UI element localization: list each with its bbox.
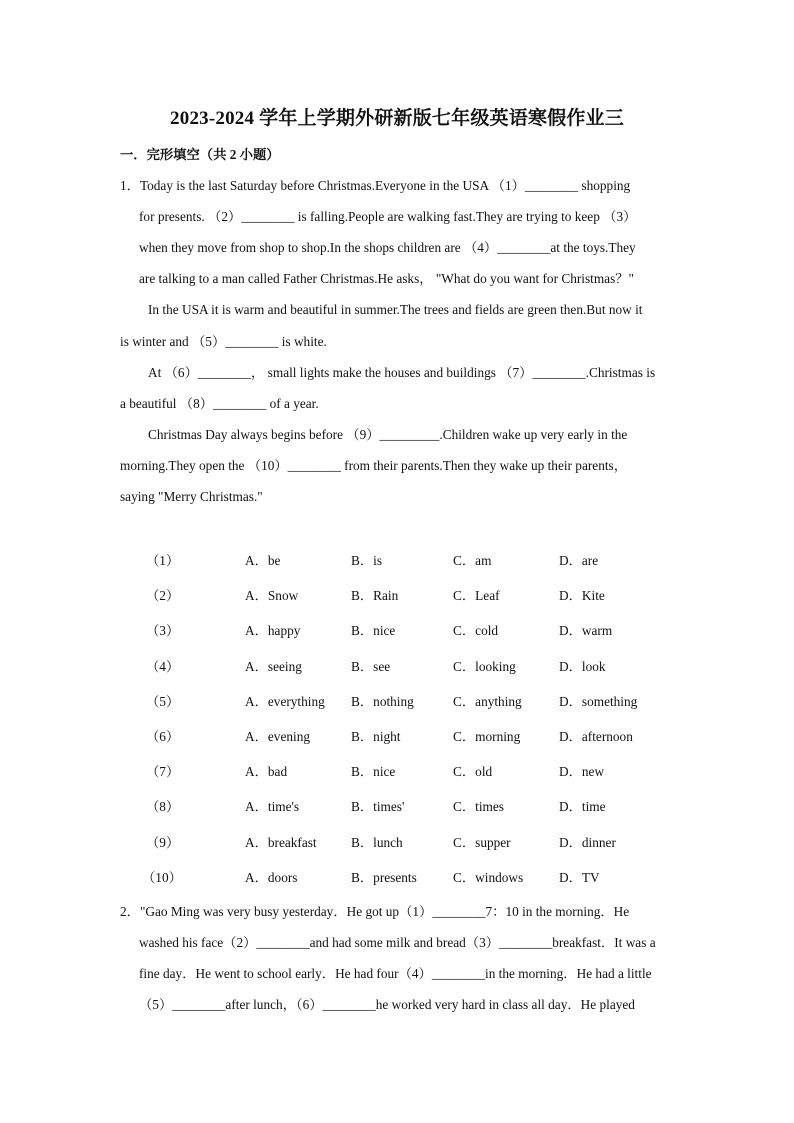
option-number: （2）: [146, 588, 180, 603]
option-b: B．lunch: [351, 835, 403, 850]
option-number: （8）: [146, 799, 180, 814]
option-b: B．nice: [351, 764, 396, 779]
passage-line: fine day．He went to school early．He had four（4）________in the morning．He had a little: [139, 966, 652, 981]
passage-line: In the USA it is warm and beautiful in summer.The trees and fields are green then.But now it: [148, 302, 643, 317]
option-row: [0, 763, 794, 781]
option-a: A．doors: [245, 870, 298, 885]
option-c: C．anything: [453, 694, 522, 709]
option-d: D．afternoon: [559, 729, 633, 744]
option-a: A．be: [245, 553, 281, 568]
option-number: （9）: [146, 835, 180, 850]
option-a: A．everything: [245, 694, 325, 709]
option-d: D．something: [559, 694, 638, 709]
option-d: D．warm: [559, 623, 613, 638]
option-b: B．nothing: [351, 694, 414, 709]
option-row: [0, 622, 794, 640]
passage-line: washed his face（2）________and had some milk and bread（3）________breakfast．It was a: [139, 935, 656, 950]
option-row: [0, 587, 794, 605]
option-c: C．am: [453, 553, 492, 568]
passage-line: is winter and （5）________ is white.: [120, 334, 327, 349]
option-number: （7）: [146, 764, 180, 779]
option-d: D．dinner: [559, 835, 616, 850]
section-heading: 一．完形填空（共 2 小题）: [120, 147, 280, 162]
option-number: （5）: [146, 694, 180, 709]
passage-line: a beautiful （8）________ of a year.: [120, 396, 319, 411]
option-row: [0, 552, 794, 570]
passage-line: 1．Today is the last Saturday before Christmas.Everyone in the USA （1）________ shopping: [120, 178, 631, 193]
option-b: B．nice: [351, 623, 396, 638]
option-row: [0, 693, 794, 711]
passage-line: At （6）________， small lights make the houses and buildings （7）________.Christmas is: [148, 365, 656, 380]
option-c: C．times: [453, 799, 504, 814]
option-a: A．bad: [245, 764, 288, 779]
option-c: C．supper: [453, 835, 511, 850]
passage-line: morning.They open the （10）________ from their parents.Then they wake up their parents，: [120, 458, 628, 473]
passage-line: Christmas Day always begins before （9）_________.Children wake up very early in the: [148, 427, 628, 442]
option-row: [0, 834, 794, 852]
passage-line: saying "Merry Christmas.": [120, 489, 263, 504]
option-b: B．night: [351, 729, 401, 744]
passage-line: for presents. （2）________ is falling.People are walking fast.They are trying to keep （3）: [139, 209, 637, 224]
option-number: （3）: [146, 623, 180, 638]
passage-line: 2．"Gao Ming was very busy yesterday．He got up（1）________7：10 in the morning．He: [120, 904, 630, 919]
option-d: D．are: [559, 553, 599, 568]
option-c: C．old: [453, 764, 493, 779]
option-d: D．new: [559, 764, 605, 779]
option-b: B．Rain: [351, 588, 399, 603]
option-a: A．happy: [245, 623, 301, 638]
option-row: [0, 869, 794, 887]
option-c: C．Leaf: [453, 588, 500, 603]
option-row: [0, 798, 794, 816]
option-c: C．morning: [453, 729, 521, 744]
option-number: （1）: [146, 553, 180, 568]
page-title: 2023-2024 学年上学期外研新版七年级英语寒假作业三: [170, 108, 624, 129]
option-d: D．Kite: [559, 588, 605, 603]
passage-line: （5）________after lunch，（6）________he worked very hard in class all day．He played: [139, 997, 635, 1012]
option-b: B．presents: [351, 870, 417, 885]
option-number: （10）: [142, 870, 182, 885]
option-c: C．looking: [453, 659, 516, 674]
option-c: C．windows: [453, 870, 524, 885]
option-b: B．times': [351, 799, 405, 814]
option-row: [0, 728, 794, 746]
option-a: A．evening: [245, 729, 310, 744]
option-a: A．breakfast: [245, 835, 317, 850]
option-row: [0, 658, 794, 676]
option-c: C．cold: [453, 623, 499, 638]
option-b: B．see: [351, 659, 391, 674]
option-b: B．is: [351, 553, 383, 568]
passage-line: are talking to a man called Father Christmas.He asks， "What do you want for Christmas？": [139, 271, 634, 286]
option-number: （6）: [146, 729, 180, 744]
option-d: D．time: [559, 799, 606, 814]
option-a: A．Snow: [245, 588, 299, 603]
option-d: D．TV: [559, 870, 600, 885]
option-a: A．seeing: [245, 659, 302, 674]
option-d: D．look: [559, 659, 606, 674]
passage-line: when they move from shop to shop.In the shops children are （4）________at the toys.They: [139, 240, 636, 255]
option-a: A．time's: [245, 799, 300, 814]
option-number: （4）: [146, 659, 180, 674]
